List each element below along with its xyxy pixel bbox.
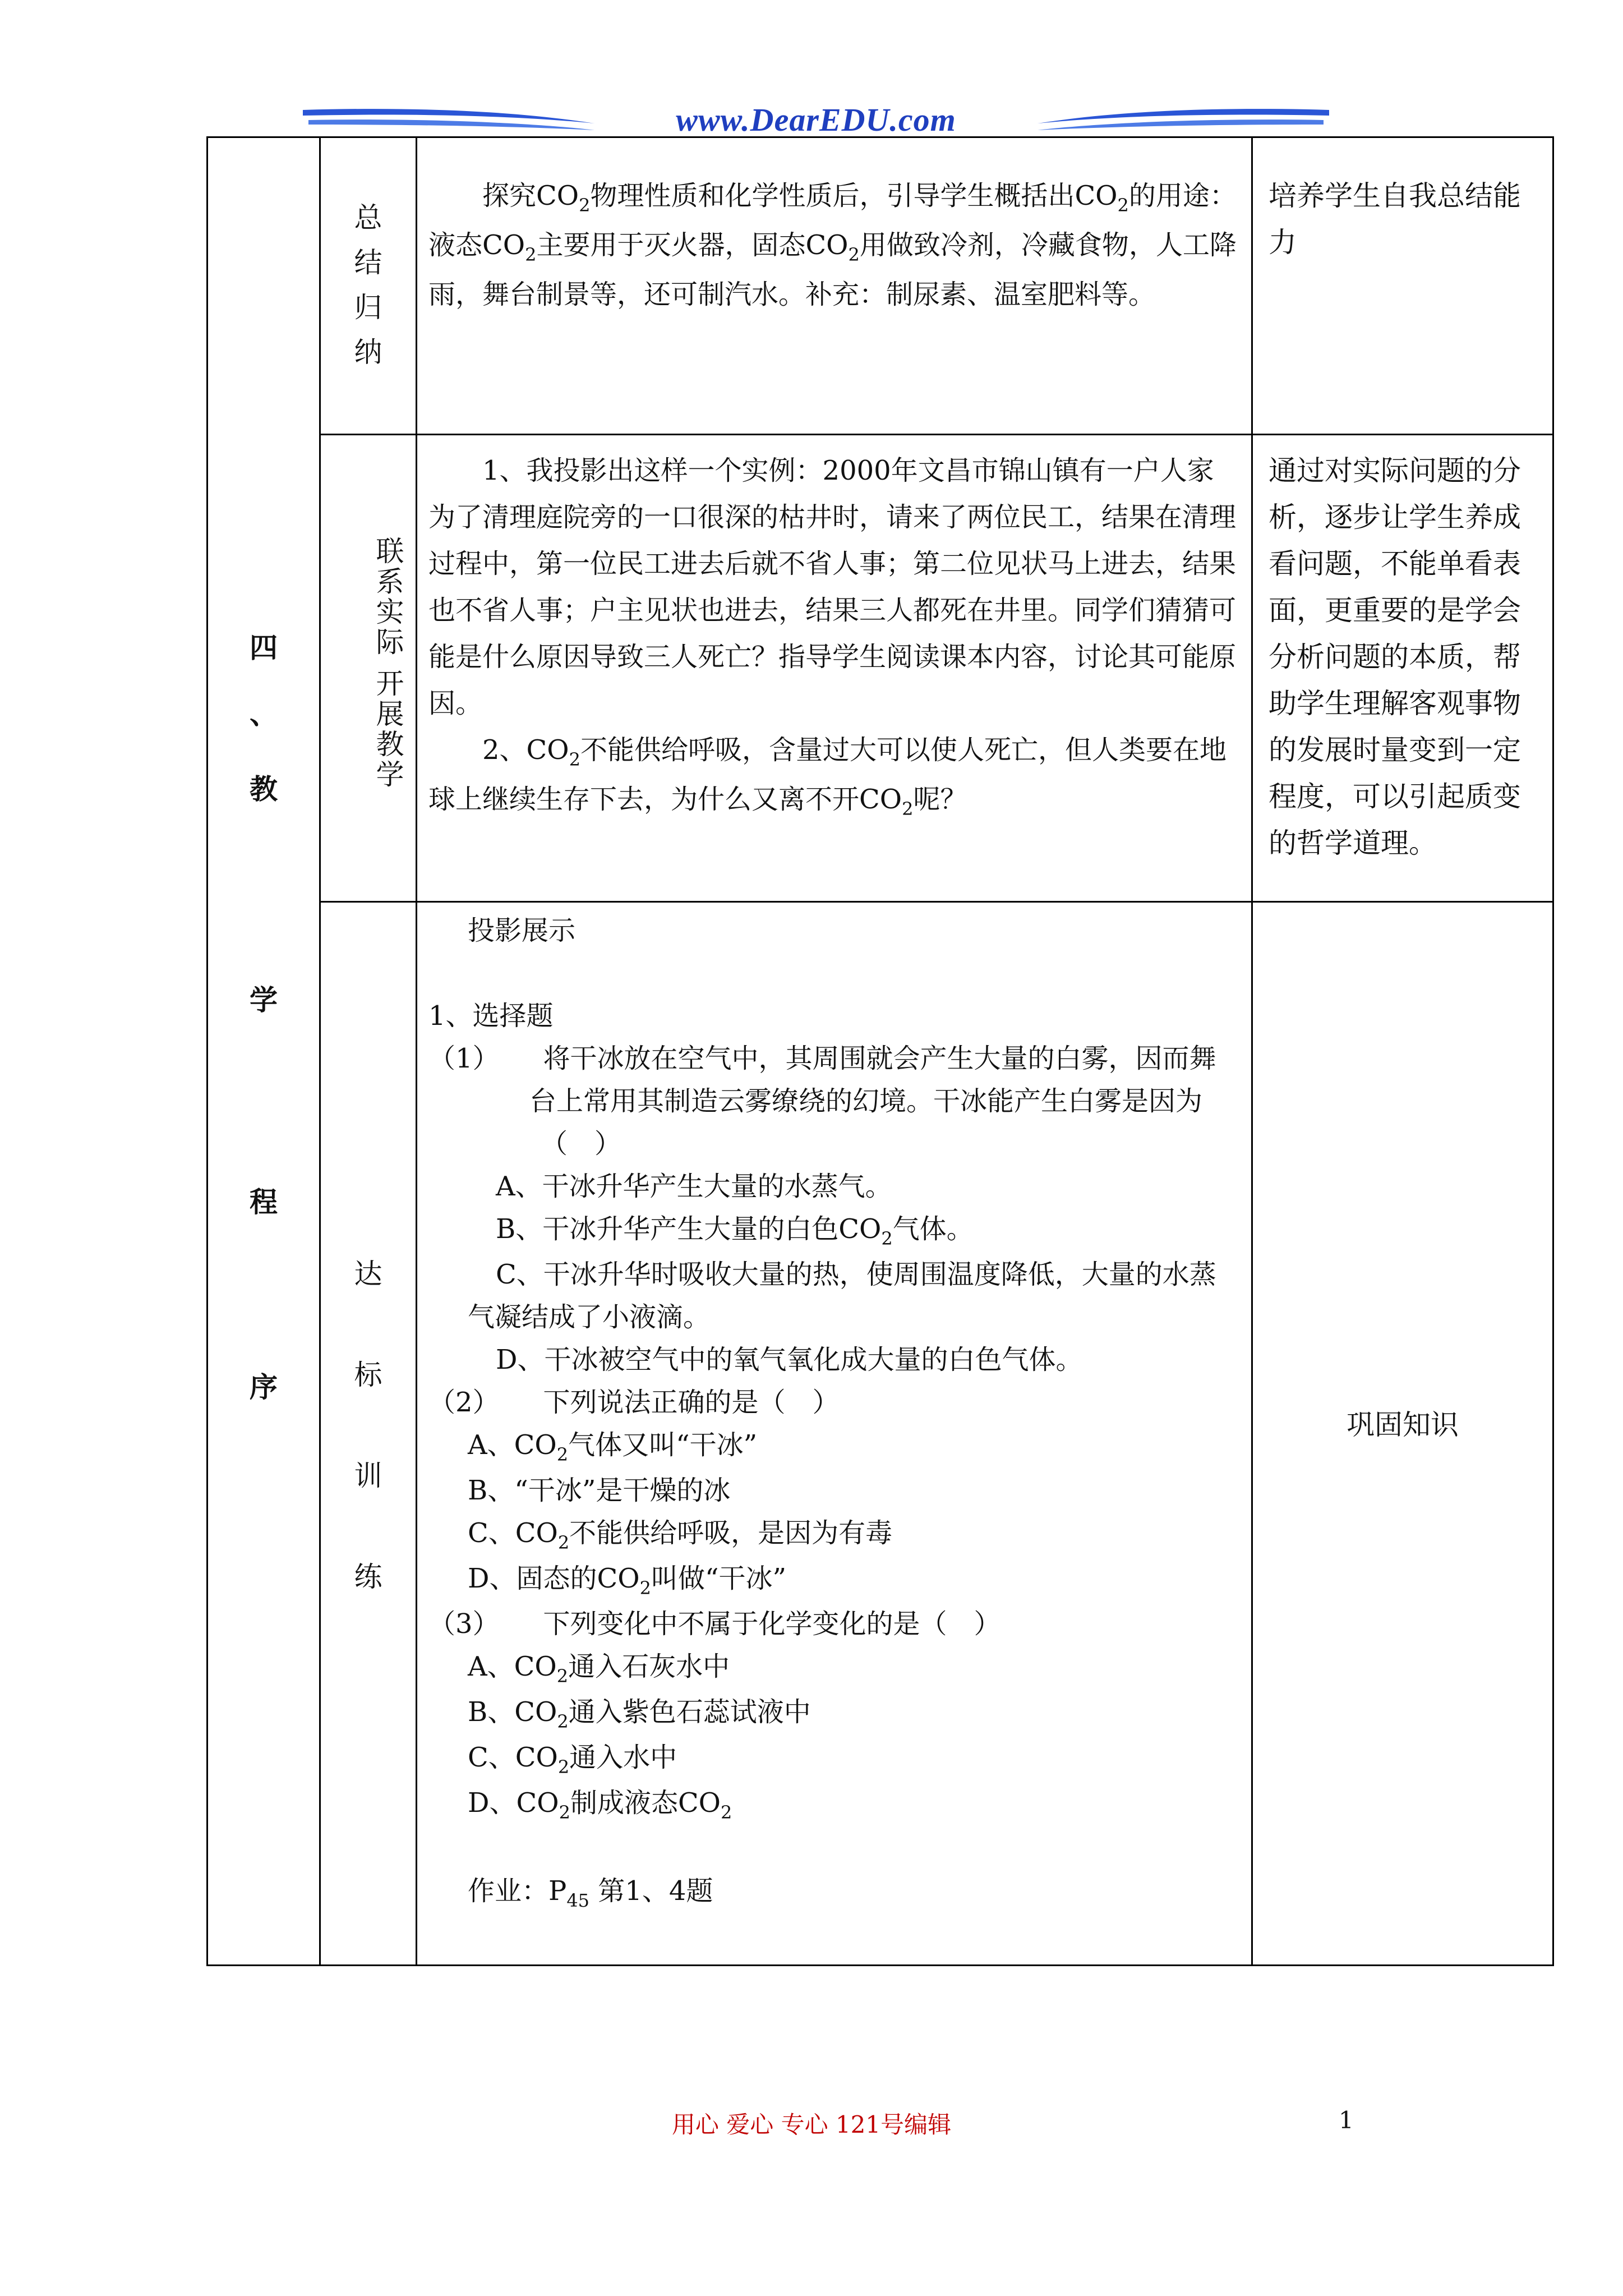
question-3 [428, 1603, 1251, 1645]
question-1-cont: 台上常用其制造云雾缭绕的幻境。干冰能产生白雾是因为 [529, 1085, 1203, 1117]
topic-char: 归 [354, 291, 382, 324]
subscript: 2 [556, 1444, 569, 1465]
text-run: D、固态的CO [468, 1563, 640, 1594]
practice-paragraph-1: 1、我投影出这样一个实例：2000年文昌市锦山镇有一户人家为了清理庭院旁的一口很深的枯井时，请来了两位民工，结果在清理过程中，第一位民工进去后就不省人事；第二位见状马上进去，结果也不省人事；户主见状也进去，结果三人都死在井里。同学们猜猜可能是什么原因导致三人死亡？指导学生阅读课本内容，讨论其可能原因。 [428, 455, 1237, 719]
topic-char: 标 [354, 1358, 382, 1391]
aim-practice: 通过对实际问题的分析，逐步让学生养成看问题，不能单看表面，更重要的是学会分析问题的本质，帮助学生理解客观事物的发展时量变到一定程度，可以引起质变的哲学道理。 [1269, 454, 1521, 859]
text-run: 探究CO [428, 180, 579, 211]
option-2b: B、“干冰”是干燥的冰 [468, 1475, 731, 1506]
topic-char: 练 [354, 1560, 382, 1593]
aim-summary: 培养学生自我总结能力 [1269, 180, 1521, 259]
option-1c: C、干冰升华时吸收大量的热，使周围温度降低，大量的水蒸 [496, 1259, 1216, 1290]
aim-cell-exercise [1252, 902, 1553, 1966]
text-run: C、CO [468, 1517, 558, 1549]
question-text: 将干冰放在空气中，其周围就会产生大量的白雾，因而舞 [543, 1043, 1216, 1074]
topic-cell-summary [320, 137, 417, 435]
subscript: 2 [557, 1532, 570, 1553]
text-run: 气体又叫“干冰” [568, 1429, 758, 1461]
practice-paragraph-2 [417, 727, 1251, 826]
subscript: 2 [556, 1665, 569, 1687]
subscript: 2 [557, 1756, 570, 1778]
text-run: 不能供给呼吸，是因为有毒 [569, 1517, 893, 1549]
section-char: 、 [250, 697, 278, 730]
question-text: 下列说法正确的是（ ） [543, 1387, 840, 1418]
option-3b [428, 1691, 1251, 1736]
intro-label: 投影展示 [468, 915, 576, 946]
text-run: 不能供给呼吸，含量过大可以使人死亡，但人类要在地球上继续生存下去，为什么又离不开CO [428, 734, 1227, 815]
footer-editor-note: 用心 爱心 专心 121号编辑 [671, 2111, 952, 2138]
blank-line [428, 952, 1251, 995]
body-cell-practice [417, 435, 1252, 902]
question-2 [428, 1381, 1251, 1424]
text-run: 2、CO [428, 734, 569, 766]
subscript: 2 [639, 1577, 651, 1599]
page-number: 1 [1339, 2106, 1354, 2134]
topic-cell-practice [320, 435, 417, 902]
subscript: 2 [525, 244, 537, 265]
topic-practice: 联系实际 开展教学 [371, 536, 404, 790]
row-summary [208, 137, 1553, 435]
aim-cell-practice [1252, 435, 1553, 902]
summary-paragraph [417, 138, 1251, 318]
option-1d: D、干冰被空气中的氧气氧化成大量的白色气体。 [496, 1344, 1083, 1375]
text-run: B、CO [468, 1696, 557, 1728]
topic-char: 训 [354, 1459, 382, 1492]
site-logo-text: www.DearEDU.com [676, 102, 956, 138]
question-number: （3） [428, 1608, 500, 1640]
subscript: 2 [569, 749, 580, 770]
option-2d [428, 1557, 1251, 1603]
subscript: 2 [721, 1802, 732, 1823]
option-2a [428, 1424, 1251, 1469]
question-number: （1） [428, 1043, 500, 1074]
subscript: 2 [579, 195, 591, 216]
option-3c [428, 1736, 1251, 1782]
topic-cell-exercise [320, 902, 417, 1966]
question-number: （2） [428, 1387, 500, 1418]
text-run: 第1、4题 [589, 1875, 713, 1907]
section-char: 教 [250, 772, 278, 806]
option-3d [428, 1782, 1251, 1827]
option-3a [428, 1645, 1251, 1691]
body-cell-exercise [417, 902, 1252, 1966]
text-run: 通入水中 [569, 1742, 677, 1773]
text-run: 通入紫色石蕊试液中 [568, 1696, 811, 1728]
text-run: 呢？ [913, 784, 967, 815]
text-run: A、CO [468, 1429, 557, 1461]
text-run: 叫做“干冰” [651, 1563, 787, 1594]
text-run: 的用途：液态CO [428, 180, 1237, 261]
option-1b [428, 1208, 1251, 1253]
topic-exercise [321, 1223, 416, 1627]
question-1 [428, 1037, 1251, 1080]
aim-exercise: 巩固知识 [1347, 1408, 1459, 1441]
question-section-title: 1、选择题 [428, 1000, 554, 1032]
body-cell-summary [417, 137, 1252, 435]
lesson-table [206, 136, 1554, 1966]
blank-line [428, 1827, 1251, 1870]
question-text: 下列变化中不属于化学变化的是（ ） [543, 1608, 1001, 1640]
text-run: 物理性质和化学性质后，引导学生概括出CO [590, 180, 1118, 211]
text-run: 作业：P [468, 1875, 567, 1907]
text-run: 气体。 [892, 1213, 974, 1245]
option-1a: A、干冰升华产生大量的水蒸气。 [496, 1171, 892, 1202]
subscript: 2 [848, 244, 860, 265]
subscript: 2 [1117, 195, 1129, 216]
subscript: 2 [559, 1802, 570, 1823]
section-char: 程 [250, 1185, 278, 1218]
exercise-content [417, 903, 1251, 1915]
section-cell [208, 137, 320, 1966]
aim-cell-summary [1252, 137, 1553, 435]
section-char: 序 [250, 1370, 278, 1404]
topic-summary [321, 138, 416, 375]
text-run: A、CO [468, 1651, 557, 1682]
homework-line [428, 1870, 1251, 1915]
subscript: 2 [557, 1711, 569, 1732]
option-2c [428, 1512, 1251, 1557]
text-run: D、CO [468, 1787, 559, 1819]
option-1c-cont: 气凝结成了小液滴。 [468, 1301, 711, 1333]
section-title [208, 610, 319, 1425]
text-run: B、干冰升华产生大量的白色CO [496, 1213, 882, 1245]
subscript: 2 [881, 1228, 893, 1249]
text-run: 制成液态CO [570, 1787, 721, 1819]
text-run: 通入石灰水中 [568, 1651, 730, 1682]
question-1-blank: （ ） [541, 1128, 622, 1159]
subscript: 2 [902, 798, 914, 820]
topic-char: 纳 [354, 336, 382, 369]
section-char: 学 [250, 983, 278, 1016]
topic-char: 结 [354, 246, 382, 279]
text-run: 主要用于灭火器，固态CO [536, 229, 849, 261]
text-run: 用做致冷剂，冷藏食物，人工降雨，舞台制景等，还可制汽水。补充：制尿素、温室肥料等。 [428, 229, 1237, 310]
topic-char: 达 [354, 1257, 382, 1290]
text-run: C、CO [468, 1742, 558, 1773]
subscript: 45 [566, 1890, 590, 1911]
row-practice [208, 435, 1553, 902]
topic-char: 总 [354, 201, 382, 234]
row-exercise [208, 902, 1553, 1966]
section-char: 四 [250, 631, 278, 664]
